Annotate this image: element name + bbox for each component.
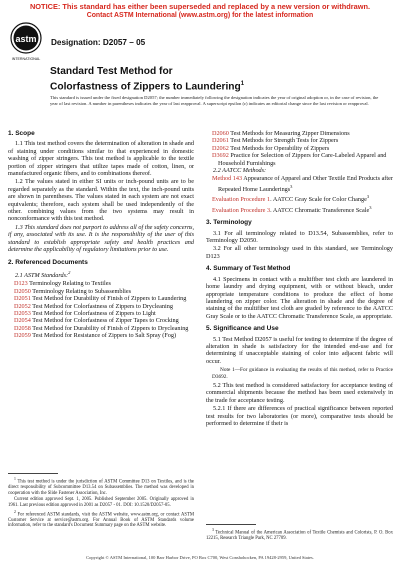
reference-link[interactable]: D2050 bbox=[14, 287, 31, 295]
reference-item bbox=[14, 310, 194, 317]
reference-item bbox=[14, 332, 194, 339]
svg-text:astm: astm bbox=[15, 34, 37, 44]
right-footnotes bbox=[206, 528, 393, 543]
reference-item bbox=[14, 280, 194, 287]
footnote-1: $^1$ This test method is under the jurisdiction of ASTM Committee D13 on Textiles, and is the direct responsibility of Subcommittee D13.54 on Subassemblies. The method was developed in cooperation with the Slide Fastener Association, Inc. bbox=[8, 477, 194, 496]
paragraph-1-1: 1.1 This test method covers the determination of alteration in shade and of staining under conditions similar to that experienced in domestic washing of zipper stringers. This test method is applicable to the textile portion of zipper stringers that utilize tapes made of cotton, linen, or manufactured organic fibers, and to combinations thereof. bbox=[8, 140, 194, 178]
notice-line-1: NOTICE: This standard has either been superseded and replaced by a new version or withdrawn. bbox=[29, 2, 371, 11]
footnote-2: $^2$ For referenced ASTM standards, visit the ASTM website, www.astm.org, or contact ASTM Customer Service at service@astm.org. For Annual Book of ASTM Standards volume information, refer to the standard's Document Summary page on the ASTM website. bbox=[8, 509, 195, 529]
reference-item bbox=[14, 325, 194, 332]
reference-title: Appearance of Apparel and Other Textile End Products after Repeated Home Launderings bbox=[218, 175, 393, 193]
reference-title: Terminology Relating to Textiles bbox=[27, 280, 111, 288]
notice-line-2: Contact ASTM International (www.astm.org) for the latest information bbox=[86, 11, 314, 19]
section-summary-heading: 4. Summary of Test Method bbox=[206, 265, 291, 273]
paragraph-3-1: 3.1 For all terminology related to D13.54, Subassemblies, refer to Terminology D2050. bbox=[206, 229, 393, 245]
reference-link[interactable]: D123 bbox=[14, 280, 28, 288]
paragraph-3-2: 3.2 For all other terminology used in this standard, see Terminology D123 bbox=[206, 245, 393, 260]
aatcc-reference-list bbox=[206, 175, 393, 214]
astm-reference-list-continued bbox=[206, 130, 393, 167]
reference-title: Test Methods for Strength Tests for Zippers bbox=[228, 137, 339, 145]
note-1: Note 1—For guidance in evaluating the results of this method, refer to Practice D3692. bbox=[212, 367, 393, 380]
left-footnotes bbox=[8, 477, 194, 530]
footnote-marker: 3 bbox=[290, 183, 293, 189]
reference-item bbox=[212, 130, 393, 137]
reference-link[interactable]: D2061 bbox=[212, 137, 229, 145]
reference-item bbox=[14, 295, 194, 302]
reference-item bbox=[14, 317, 194, 324]
reference-title: Practice for Selection of Zippers for Care-Labeled Apparel and Household Furnishings bbox=[218, 152, 387, 167]
reference-link[interactable]: D2062 bbox=[212, 144, 229, 152]
title-line-1: Standard Test Method for bbox=[50, 66, 173, 77]
title-line-2: Colorfastness of Zippers to Laundering bbox=[50, 81, 241, 93]
reference-title: Test Method for Durability of Finish of Zippers to Laundering bbox=[30, 295, 187, 303]
footnote-marker: 3 bbox=[366, 194, 370, 200]
reference-item bbox=[14, 303, 194, 310]
paragraph-5-2: 5.2 This test method is considered satisfactory for acceptance testing of commercial shipments because the method has been used extensively in the trade for acceptance testing. bbox=[206, 381, 393, 404]
reference-link[interactable]: D2054 bbox=[14, 317, 31, 325]
aatcc-methods-label: 2.2 AATCC Methods: bbox=[213, 167, 267, 175]
reference-title: . AATCC Chromatic Transference Scale bbox=[270, 206, 370, 214]
reference-title: . AATCC Gray Scale for Color Change bbox=[270, 196, 367, 204]
designation: Designation: D2057 – 05 bbox=[51, 38, 146, 47]
reference-link[interactable]: D2051 bbox=[14, 295, 31, 303]
reference-item bbox=[212, 175, 393, 193]
document-title bbox=[50, 66, 380, 93]
reference-title: Test Methods for Operability of Zippers bbox=[228, 144, 330, 152]
reference-item bbox=[212, 204, 393, 214]
paragraph-1-2: 1.2 The values stated in either SI units or inch-pound units are to be regarded separately as the standard. Within the text, the inch-pound units are shown in parentheses. The values stated in each system are not exact equivalents; therefore, each system shall be used independently of the other. combining values from the two systems may result in nonconformance with this test method. bbox=[8, 178, 194, 223]
copyright-line: Copyright © ASTM International, 100 Barr Harbor Drive, PO Box C700, West Conshohocken, PA 19428-2959, United States. bbox=[86, 555, 314, 560]
reference-link[interactable]: D2058 bbox=[14, 324, 31, 332]
paragraph-5-2-1: 5.2.1 If there are differences of practical significance between reported test results for two laboratories (or more), comparative tests should be performed to determine if their is bbox=[206, 405, 393, 427]
section-significance-heading: 5. Significance and Use bbox=[206, 325, 279, 333]
section-terminology-heading: 3. Terminology bbox=[206, 219, 252, 227]
title-footnote-marker: 1 bbox=[240, 81, 245, 87]
astm-standards-label: 2.1 ASTM Standards:$^2$ bbox=[15, 269, 71, 279]
reference-link[interactable]: Method 143 bbox=[212, 175, 243, 183]
reference-link[interactable]: Evaluation Procedure 3 bbox=[212, 206, 271, 214]
astm-logo bbox=[9, 21, 47, 63]
astm-reference-list bbox=[8, 280, 194, 339]
reference-title: Test Method for Resistance of Zippers to Salt Spray (Fog) bbox=[30, 332, 177, 340]
reference-link[interactable]: D2053 bbox=[14, 310, 31, 317]
section-scope-heading: 1. Scope bbox=[8, 130, 35, 137]
reference-item bbox=[14, 288, 194, 295]
footnote-marker: 3 bbox=[369, 204, 372, 210]
logo-caption: INTERNATIONAL bbox=[11, 57, 41, 61]
reference-title: Test Methods for Measuring Zipper Dimensions bbox=[228, 130, 350, 137]
footnote-1b: Current edition approved Sept. 1, 2005. Published September 2005. Originally approved in 1961. Last previous edition approved in 2001 as D2057 - 01. DOI: 10.1520/D2057-05. bbox=[8, 497, 194, 508]
reference-link[interactable]: D2052 bbox=[14, 302, 31, 310]
reference-link[interactable]: D3692 bbox=[212, 152, 229, 160]
reference-item bbox=[212, 152, 393, 167]
paragraph-1-3: 1.3 This standard does not purport to address all of the safety concerns, if any, associated with its use. It is the responsibility of the user of this standard to establish appropriate safety and health practices and determine the applicability of regulatory limitations prior to use. bbox=[8, 223, 194, 254]
reference-item bbox=[212, 193, 393, 203]
right-column bbox=[206, 130, 393, 428]
footnote-divider-right bbox=[206, 524, 256, 525]
reference-link[interactable]: D2060 bbox=[212, 130, 229, 137]
reference-title: Test Method for Colorfastness of Zipper Tapes to Crocking bbox=[30, 317, 179, 325]
section-referenced-docs-heading: 2. Referenced Documents bbox=[8, 258, 88, 266]
left-column bbox=[8, 130, 194, 340]
reference-item bbox=[212, 137, 393, 144]
reference-title: Test Method for Colorfastness of Zippers to Light bbox=[30, 310, 156, 317]
paragraph-4-1: 4.1 Specimens in contact with a multifiber test cloth are laundered in home laundry and drying equipment, with or without bleach, under appropriate temperature conditions to produce the effect of home laundering on zipper color. The alteration in shade and the degree of staining of the multifiber test cloth are graded by reference to the AATCC Gray Scale or to the AATCC Chromatic Transference Scale, as appropriate. bbox=[206, 275, 393, 320]
reference-title: Terminology Relating to Subassemblies bbox=[30, 287, 132, 295]
reference-link[interactable]: D2059 bbox=[14, 332, 31, 340]
footnote-divider bbox=[8, 473, 58, 474]
reference-title: Test Method for Durability of Finish of Zippers to Drycleaning bbox=[30, 324, 189, 332]
footnote-3: $^3$ Technical Manual of the American Association of Textile Chemists and Colorists, P. O. Box 12215, Research Triangle Park, NC 27709. bbox=[206, 528, 393, 542]
reference-title: Test Method for Colorfastness of Zippers to Drycleaning bbox=[30, 302, 173, 310]
standard-issuance-note: This standard is issued under the fixed designation D2057; the number immediately following the designation indicates the year of original adoption or, in the case of revision, the year of last revision. A number in parentheses indicates the year of last reapproval. A superscript epsilon (ε) indicates an editorial change since the last revision or reapproval. bbox=[50, 95, 379, 106]
supersession-notice bbox=[0, 3, 400, 20]
paragraph-5-1: 5.1 Test Method D2057 is useful for testing to determine if the degree of alteration in shade is satisfactory for the intended end-use and for determining if unacceptable staining of color into adjacent fabric will occur. bbox=[206, 335, 393, 365]
reference-item bbox=[212, 145, 393, 152]
reference-link[interactable]: Evaluation Procedure 1 bbox=[212, 196, 271, 204]
